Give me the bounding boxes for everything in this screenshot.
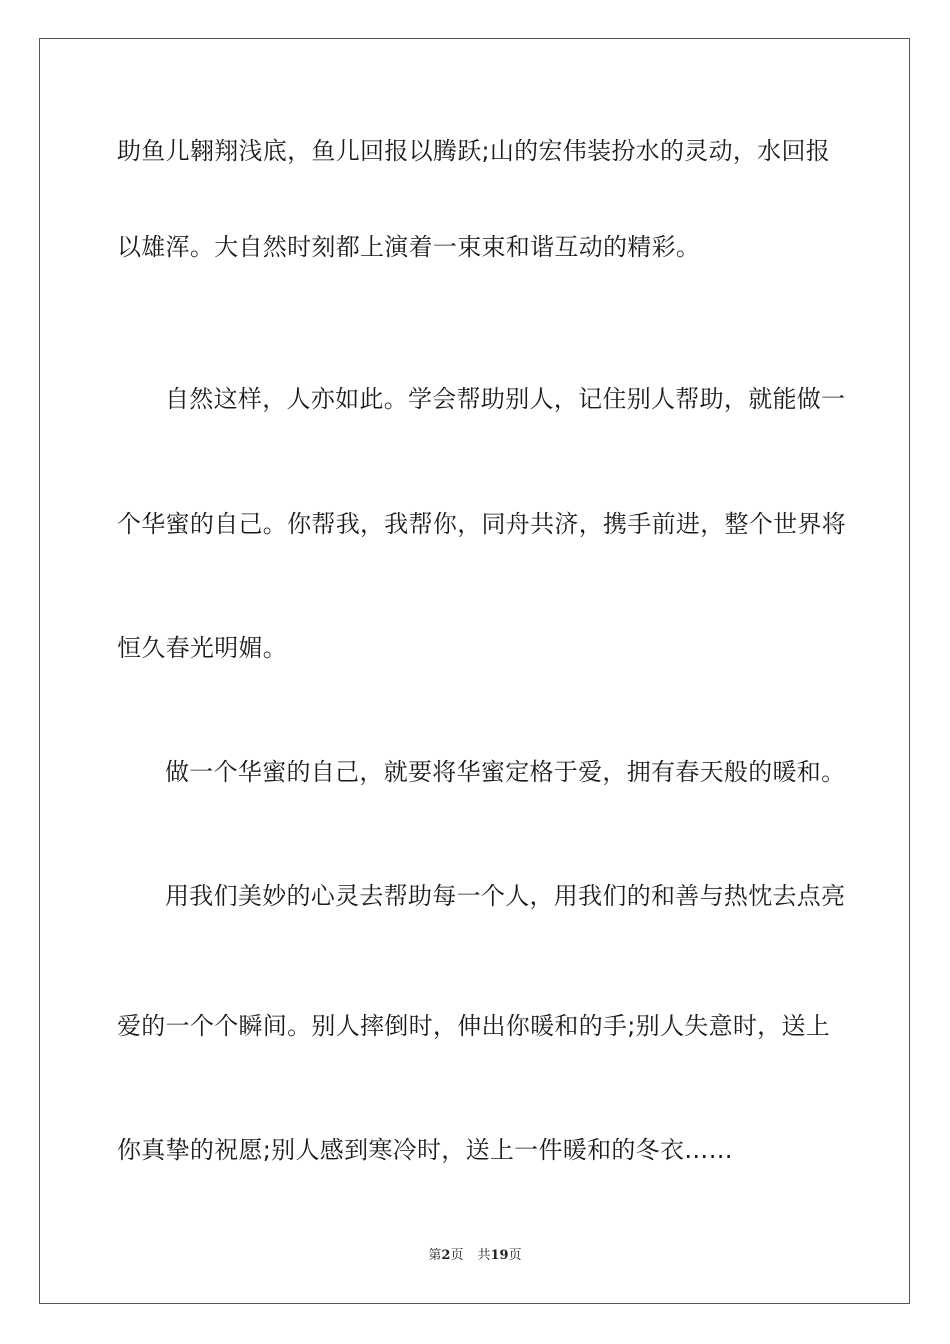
paragraph-first-line: 做一个华蜜的自己，就要将华蜜定格于爱，拥有春天般的暖和。: [165, 758, 846, 786]
body-text-line: 以雄浑。大自然时刻都上演着一束束和谐互动的精彩。: [117, 233, 701, 261]
total-pages: 19: [490, 1248, 509, 1263]
body-text-line: 个华蜜的自己。你帮我，我帮你，同舟共济，携手前进，整个世界将: [117, 510, 846, 538]
body-text-line: 爱的一个个瞬间。别人摔倒时，伸出你暖和的手;别人失意时，送上: [117, 1012, 831, 1040]
paragraph-first-line: 自然这样，人亦如此。学会帮助别人，记住别人帮助，就能做一: [165, 385, 846, 413]
page-border: [39, 38, 910, 1304]
paragraph-first-line: 用我们美妙的心灵去帮助每一个人，用我们的和善与热忱去点亮: [165, 882, 846, 910]
page-label-prefix: 第: [428, 1248, 442, 1263]
body-text-line: 你真挚的祝愿;别人感到寒冷时，送上一件暖和的冬衣……: [117, 1136, 733, 1164]
total-label-suffix: 页: [508, 1248, 522, 1263]
total-label-prefix: 共: [477, 1248, 491, 1263]
page-number: 2: [441, 1248, 451, 1263]
body-text-line: 恒久春光明媚。: [117, 634, 288, 662]
body-text-line: 助鱼儿翱翔浅底，鱼儿回报以腾跃;山的宏伟装扮水的灵动，水回报: [117, 137, 831, 165]
page-label-suffix: 页: [450, 1248, 464, 1263]
page-footer: [0, 1248, 950, 1264]
